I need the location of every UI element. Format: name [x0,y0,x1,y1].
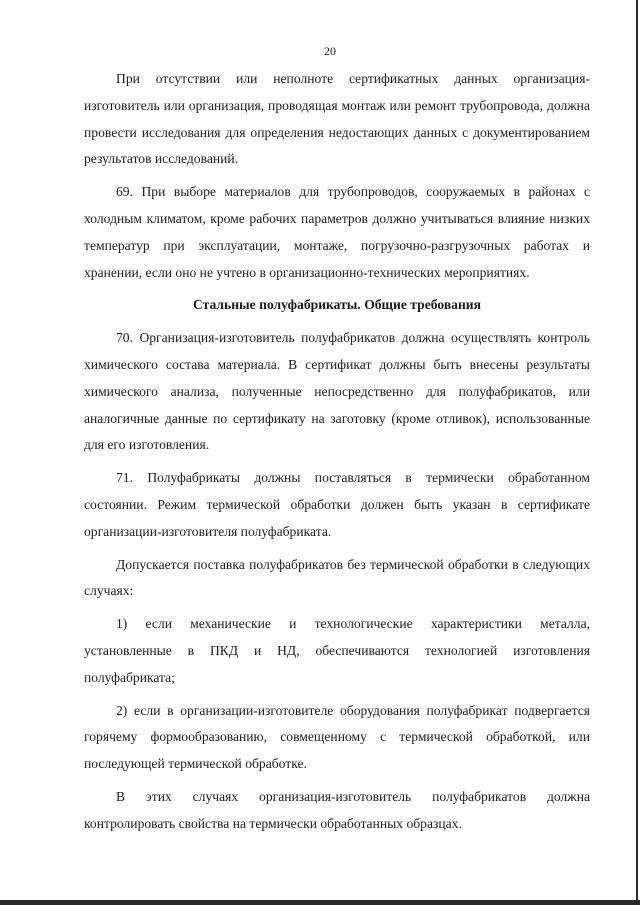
paragraph-missing-certificate-data: При отсутствии или неполноте сертификатных данных организация-изготовитель или организация, проводящая монтаж или ремонт трубопровода, должна провести исследования для определения недостающих данных с документированием результатов исследований. [84,71,590,167]
page-body [84,66,590,844]
paragraph-71: 71. Полуфабрикаты должны поставляться в термически обработанном состоянии. Режим термической обработки должен быть указан в сертификате организации-изготовителя полуфабриката. [84,470,590,539]
paragraph-69: 69. При выборе материалов для трубопроводов, сооружаемых в районах с холодным климатом, кроме рабочих параметров должно учитываться влияние низких температур при эксплуатации, монтаже, погрузочно-разгрузочных работах и хранении, если оно не учтено в организационно-технических мероприятиях. [84,184,590,280]
paragraph-70: 70. Организация-изготовитель полуфабрикатов должна осуществлять контроль химического состава материала. В сертификат должны быть внесены результаты химического анализа, полученные непосредственно для полуфабрикатов, или аналогичные данные по сертификату на заготовку (кроме отливок), использованные для его изготовления. [84,330,590,453]
paragraph-control-properties: В этих случаях организация-изготовитель полуфабрикатов должна контролировать свойства на термически обработанных образцах. [84,788,590,831]
paragraph-exceptions-intro: Допускается поставка полуфабрикатов без термической обработки в следующих случаях: [84,556,590,599]
scan-edge-right [636,0,638,905]
page-number: 20 [324,44,336,58]
paragraph-exception-1: 1) если механические и технологические характеристики металла, установленные в ПКД и НД, обеспечиваются технологией изготовления полуфабриката; [84,616,590,685]
paragraph-exception-2: 2) если в организации-изготовителе оборудования полуфабрикат подвергается горячему формообразованию, совмещенному с термической обработкой, или последующей термической обработке. [84,702,590,772]
scan-edge-bottom [0,900,640,905]
section-heading: Стальные полуфабрикаты. Общие требования [193,297,481,313]
